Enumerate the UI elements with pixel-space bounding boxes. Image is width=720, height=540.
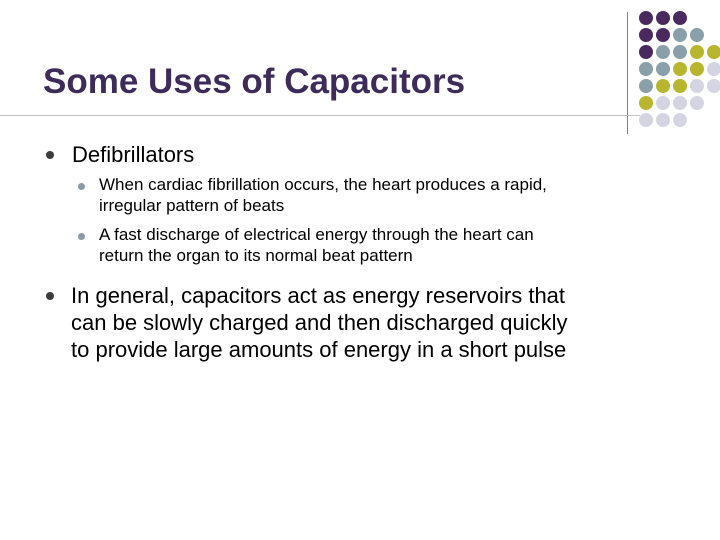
bullet-2-line-2: can be slowly charged and then discharged quickly <box>71 310 568 335</box>
ornament-dot <box>656 96 670 110</box>
ornament-dot <box>656 11 670 25</box>
ornament-dot <box>673 113 687 127</box>
ornament-dot <box>639 79 653 93</box>
ornament-dot <box>690 62 704 76</box>
ornament-dot <box>707 79 720 93</box>
title-divider <box>0 115 640 116</box>
ornament-dot <box>656 62 670 76</box>
sub-bullet-2-marker <box>78 233 85 240</box>
ornament-dot <box>639 96 653 110</box>
ornament-dot <box>673 62 687 76</box>
ornament-dot <box>690 45 704 59</box>
ornament-dot <box>673 45 687 59</box>
ornament-dot <box>639 62 653 76</box>
bullet-2-line-1: In general, capacitors act as energy reservoirs that <box>71 283 566 308</box>
ornament-dot <box>690 28 704 42</box>
ornament-dot <box>656 28 670 42</box>
ornament-dot <box>656 45 670 59</box>
sub-bullet-2-line-1: A fast discharge of electrical energy through the heart can <box>99 225 534 244</box>
ornament-dot <box>673 28 687 42</box>
bullet-1-marker <box>46 151 54 159</box>
sub-bullet-1-marker <box>78 183 85 190</box>
ornament-dot <box>673 79 687 93</box>
ornament-dot <box>639 45 653 59</box>
ornament-dot <box>656 79 670 93</box>
sub-bullet-2-line-2: return the organ to its normal beat pattern <box>99 246 413 265</box>
ornament-dot <box>690 96 704 110</box>
ornament-dot <box>673 11 687 25</box>
ornament-dot <box>707 45 720 59</box>
ornament-dot <box>707 62 720 76</box>
sub-bullet-1-line-2: irregular pattern of beats <box>99 196 285 215</box>
ornament-dot <box>639 11 653 25</box>
slide-title: Some Uses of Capacitors <box>43 62 466 101</box>
ornament-dot <box>639 28 653 42</box>
ornament-dot <box>639 113 653 127</box>
ornament-dot <box>690 79 704 93</box>
bullet-2-marker <box>46 292 54 300</box>
sub-bullet-1-line-1: When cardiac fibrillation occurs, the heart produces a rapid, <box>99 175 547 194</box>
ornament-dot <box>673 96 687 110</box>
bullet-2-line-3: to provide large amounts of energy in a short pulse <box>71 337 567 362</box>
ornament-dot <box>656 113 670 127</box>
bullet-1-text: Defibrillators <box>72 142 195 167</box>
